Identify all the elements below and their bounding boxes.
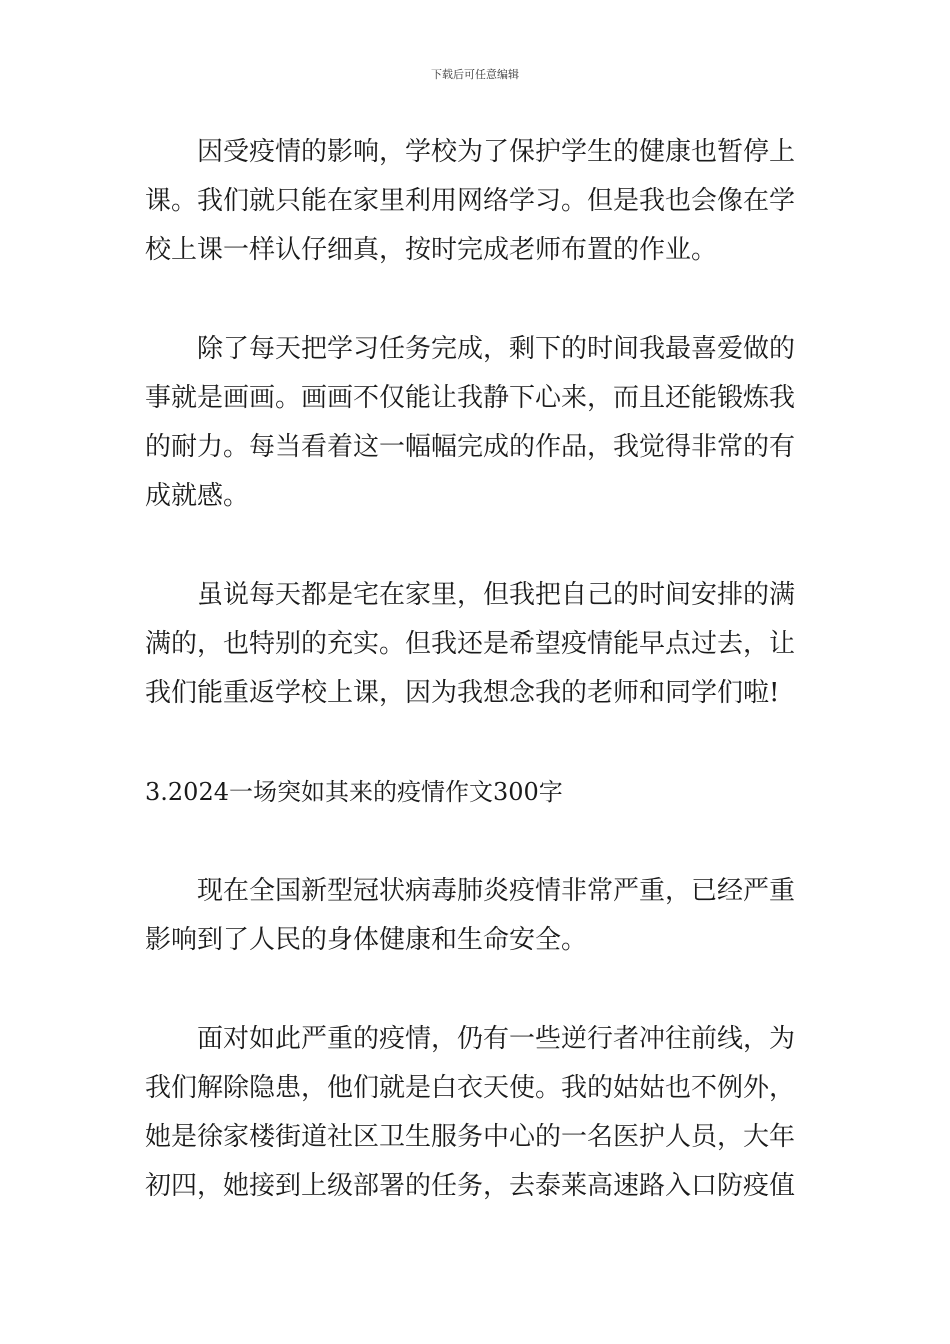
text-line: 初四，她接到上级部署的任务，去泰莱高速路入口防疫值 <box>145 1171 796 1201</box>
text-line: 校上课一样认仔细真，按时完成老师布置的作业。 <box>145 235 718 265</box>
paragraph <box>145 1015 807 1211</box>
text-line: 我们能重返学校上课，因为我想念我的老师和同学们啦! <box>145 678 780 708</box>
text-line: 我们解除隐患，他们就是白衣天使。我的姑姑也不例外， <box>145 1073 796 1103</box>
text-line: 事就是画画。画画不仅能让我静下心来，而且还能锻炼我 <box>145 383 796 413</box>
paragraph <box>145 571 807 718</box>
document-body <box>145 128 807 1211</box>
paragraph <box>145 325 807 521</box>
text-line: 成就感。 <box>145 481 250 511</box>
text-line: 面对如此严重的疫情，仍有一些逆行者冲往前线，为 <box>145 1024 796 1054</box>
text-line: 现在全国新型冠状病毒肺炎疫情非常严重，已经严重 <box>145 876 796 906</box>
text-line: 虽说每天都是宅在家里，但我把自己的时间安排的满 <box>145 580 796 610</box>
text-line: 因受疫情的影响，学校为了保护学生的健康也暂停上 <box>145 137 796 167</box>
text-line: 课。我们就只能在家里利用网络学习。但是我也会像在学 <box>145 186 796 216</box>
paragraph <box>145 867 807 965</box>
text-line: 影响到了人民的身体健康和生命安全。 <box>145 925 588 955</box>
text-line: 的耐力。每当看着这一幅幅完成的作品，我觉得非常的有 <box>145 432 796 462</box>
section-heading: 3.2024一场突如其来的疫情作文300字 <box>145 778 563 806</box>
text-line: 满的，也特别的充实。但我还是希望疫情能早点过去，让 <box>145 629 796 659</box>
page-header: 下载后可任意编辑 <box>431 68 519 81</box>
text-line: 她是徐家楼街道社区卫生服务中心的一名医护人员，大年 <box>145 1122 796 1152</box>
paragraph <box>145 128 807 275</box>
text-line: 除了每天把学习任务完成，剩下的时间我最喜爱做的 <box>145 334 796 364</box>
